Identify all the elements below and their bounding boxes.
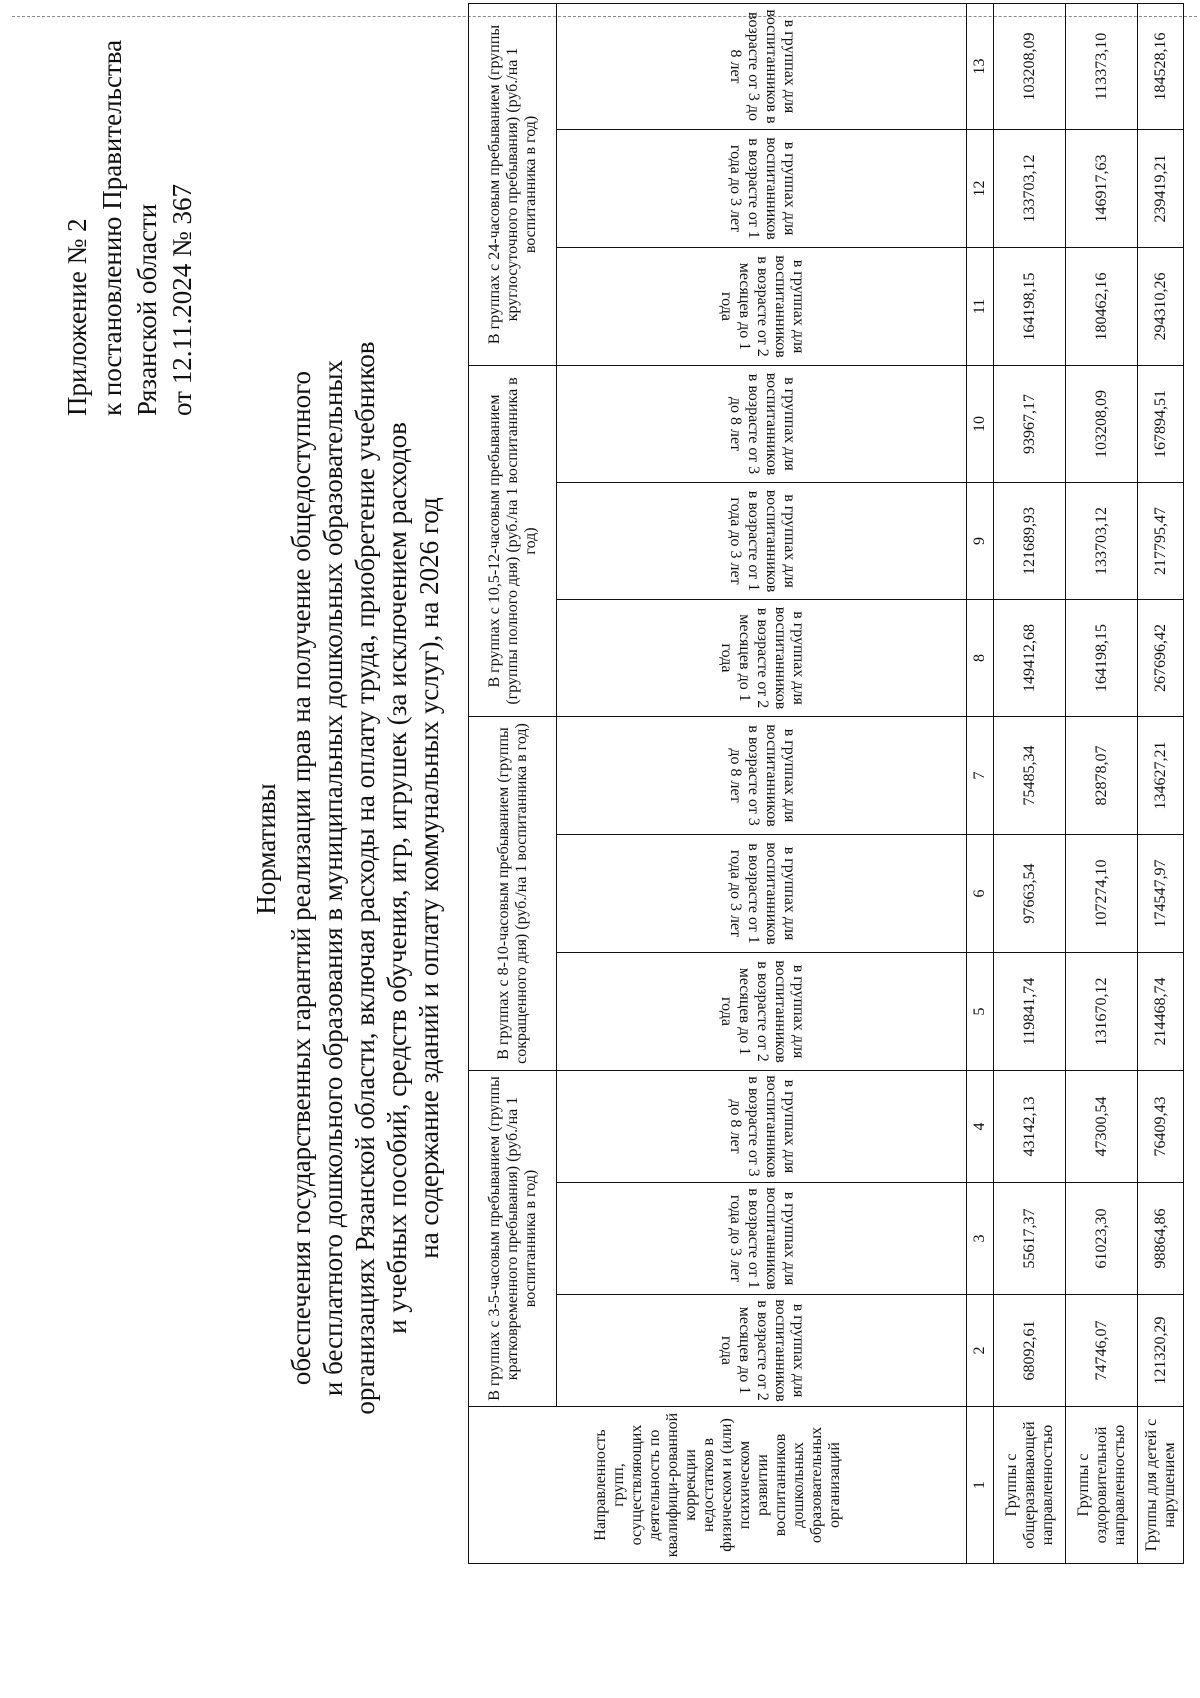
subheader-cell: в группах для воспитанников в возрасте от 2 месяцев до 1 года <box>557 247 967 365</box>
value-cell: 98864,86 <box>1138 1183 1184 1295</box>
value-cell: 131670,12 <box>1066 952 1138 1070</box>
column-number: 3 <box>967 1183 994 1295</box>
value-cell: 294310,26 <box>1138 247 1184 365</box>
column-number: 7 <box>967 716 994 834</box>
value-cell: 184528,16 <box>1138 3 1184 129</box>
value-cell: 43142,13 <box>994 1070 1066 1182</box>
value-cell: 74746,07 <box>1066 1295 1138 1407</box>
appendix-number: Приложение № 2 <box>62 218 92 416</box>
first-column-header: Направленность групп, осуществляющих деятельность по квалифици-рованной коррекции недостатков в физическом и (или) психическом развитии воспитанников дошкольных образовательных организаций <box>469 1407 967 1564</box>
column-number: 1 <box>967 1407 994 1564</box>
column-number: 2 <box>967 1295 994 1407</box>
appendix-resolution: к постановлению Правительства <box>97 39 127 416</box>
value-cell: 119841,74 <box>994 952 1066 1070</box>
subheader-cell: в группах для воспитанников в возрасте от 3 до 8 лет <box>557 716 967 834</box>
row-label: Группы с оздоровительной направленностью <box>1066 1407 1138 1564</box>
value-cell: 75485,34 <box>994 716 1066 834</box>
header-row-groups <box>469 3 557 1563</box>
column-number: 5 <box>967 952 994 1070</box>
subheader-cell: в группах для воспитанников в возрасте от 3 до 8 лет <box>557 1070 967 1182</box>
value-cell: 121320,29 <box>1138 1295 1184 1407</box>
table-row <box>994 3 1066 1563</box>
value-cell: 113373,10 <box>1066 3 1138 129</box>
norms-table <box>468 9 1200 1564</box>
appendix-region: Рязанской области <box>132 203 162 416</box>
value-cell: 121689,93 <box>994 482 1066 599</box>
value-cell: 174547,97 <box>1138 834 1184 952</box>
subheader-cell: в группах для воспитанников в возрасте от 2 месяцев до 1 года <box>557 952 967 1070</box>
subheader-cell: в группах для воспитанников в возрасте от 1 года до 3 лет <box>557 482 967 599</box>
value-cell: 217795,47 <box>1138 482 1184 599</box>
column-number: 8 <box>967 599 994 716</box>
row-label: Группы с общеразвивающей направленностью <box>994 1407 1066 1564</box>
subheader-cell: в группах для воспитанников в возрасте от 1 года до 3 лет <box>557 1183 967 1295</box>
value-cell: 103208,09 <box>994 3 1066 129</box>
subheader-cell: в группах для воспитанников в возрасте от 3 до 8 лет <box>557 3 967 129</box>
norms-grid <box>468 3 1184 1564</box>
value-cell: 68092,61 <box>994 1295 1066 1407</box>
column-number: 6 <box>967 834 994 952</box>
document-title: Нормативы <box>251 783 281 915</box>
value-cell: 55617,37 <box>994 1183 1066 1295</box>
value-cell: 167894,51 <box>1138 365 1184 482</box>
subheader-cell: в группах для воспитанников в возрасте от 1 года до 3 лет <box>557 834 967 952</box>
value-cell: 61023,30 <box>1066 1183 1138 1295</box>
table-row <box>1138 3 1184 1563</box>
column-number: 4 <box>967 1070 994 1182</box>
subheader-cell: в группах для воспитанников в возрасте от 1 года до 3 лет <box>557 129 967 247</box>
group-header: В группах с 3-5-часовым пребыванием (группы кратковременного пребывания) (руб./на 1 воспитанника в год) <box>469 1070 557 1406</box>
appendix-date: от 12.11.2024 № 367 <box>167 184 197 416</box>
value-cell: 146917,63 <box>1066 129 1138 247</box>
group-header: В группах с 24-часовым пребыванием (группы круглосуточного пребывания) (руб./на 1 воспитанника в год) <box>469 3 557 365</box>
column-number: 10 <box>967 365 994 482</box>
group-header: В группах с 10,5-12-часовым пребыванием (группы полного дня) (руб./на 1 воспитанника в год) <box>469 365 557 716</box>
value-cell: 239419,21 <box>1138 129 1184 247</box>
value-cell: 107274,10 <box>1066 834 1138 952</box>
value-cell: 214468,74 <box>1138 952 1184 1070</box>
column-number: 13 <box>967 3 994 129</box>
subheader-cell: в группах для воспитанников в возрасте от 2 месяцев до 1 года <box>557 1295 967 1407</box>
value-cell: 82878,07 <box>1066 716 1138 834</box>
value-cell: 47300,54 <box>1066 1070 1138 1182</box>
subtitle-line: на содержание зданий и оплату коммунальных услуг), на 2026 год <box>414 497 444 1259</box>
column-number: 12 <box>967 129 994 247</box>
value-cell: 133703,12 <box>1066 482 1138 599</box>
table-row <box>1066 3 1138 1563</box>
header-row-subheaders <box>557 3 967 1563</box>
value-cell: 97663,54 <box>994 834 1066 952</box>
subtitle-line: обеспечения государственных гарантий реализации прав на получение общедоступного <box>286 370 316 1386</box>
subtitle-line: и учебных пособий, средств обучения, игр, игрушек (за исключением расходов <box>382 422 412 1334</box>
subtitle-line: и бесплатного дошкольного образования в муниципальных дошкольных образовательных <box>318 359 348 1397</box>
value-cell: 93967,17 <box>994 365 1066 482</box>
value-cell: 149412,68 <box>994 599 1066 716</box>
value-cell: 180462,16 <box>1066 247 1138 365</box>
document-subtitle <box>285 308 445 1448</box>
value-cell: 103208,09 <box>1066 365 1138 482</box>
value-cell: 76409,43 <box>1138 1070 1184 1182</box>
column-number-row <box>967 3 994 1563</box>
value-cell: 134627,21 <box>1138 716 1184 834</box>
column-number: 11 <box>967 247 994 365</box>
value-cell: 133703,12 <box>994 129 1066 247</box>
value-cell: 267696,42 <box>1138 599 1184 716</box>
subtitle-line: организациях Рязанской области, включая расходы на оплату труда, приобретение учебников <box>350 341 380 1415</box>
row-label: Группы для детей с нарушением <box>1138 1407 1184 1564</box>
subheader-cell: в группах для воспитанников в возрасте от 3 до 8 лет <box>557 365 967 482</box>
appendix-block <box>60 40 200 416</box>
value-cell: 164198,15 <box>1066 599 1138 716</box>
value-cell: 164198,15 <box>994 247 1066 365</box>
group-header: В группах с 8-10-часовым пребыванием (группы сокращенного дня) (руб./на 1 воспитанника в год) <box>469 716 557 1070</box>
subheader-cell: в группах для воспитанников в возрасте от 2 месяцев до 1 года <box>557 599 967 716</box>
column-number: 9 <box>967 482 994 599</box>
